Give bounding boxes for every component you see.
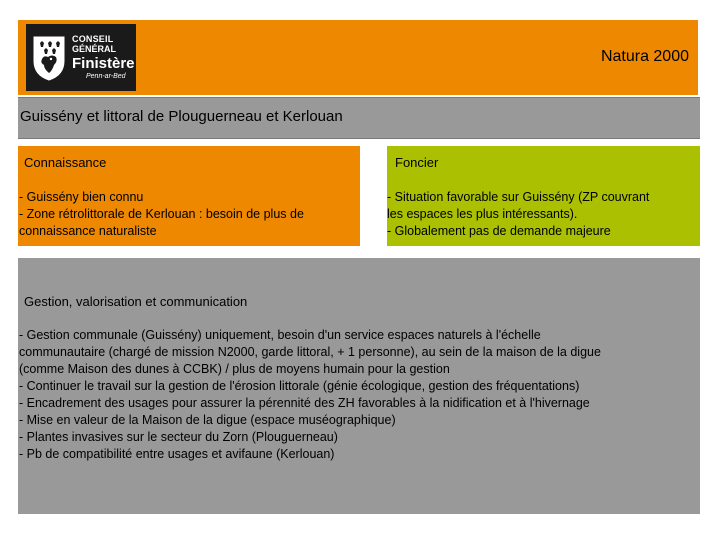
- gestion-line: - Plantes invasives sur le secteur du Zorn (Plouguerneau): [19, 430, 338, 444]
- header-bar: [18, 20, 698, 95]
- logo-line-4: Penn-ar-Bed: [86, 73, 126, 80]
- site-subtitle: Guissény et littoral de Plouguerneau et Kerlouan: [20, 108, 343, 125]
- connaissance-line: - Guissény bien connu: [19, 190, 144, 204]
- logo-line-3: Finistère: [72, 55, 135, 72]
- connaissance-title: Connaissance: [24, 155, 107, 170]
- gestion-panel: [18, 258, 700, 514]
- connaissance-line: connaissance naturaliste: [19, 224, 157, 238]
- foncier-line: les espaces les plus intéressants).: [387, 207, 578, 221]
- gestion-line: - Continuer le travail sur la gestion de l'érosion littorale (génie écologique, gestion des fréquentations): [19, 379, 580, 393]
- connaissance-line: - Zone rétrolittorale de Kerlouan : besoin de plus de: [19, 207, 304, 221]
- page-title: Natura 2000: [600, 48, 689, 65]
- gestion-line: - Mise en valeur de la Maison de la digue (espace muséographique): [19, 413, 396, 427]
- foncier-title: Foncier: [395, 155, 439, 170]
- foncier-panel: [387, 146, 700, 246]
- logo-text: [72, 35, 135, 80]
- gestion-line: - Gestion communale (Guissény) uniquement, besoin d'un service espaces naturels à l'échelle: [19, 328, 541, 342]
- foncier-body: [387, 189, 699, 240]
- foncier-line: - Globalement pas de demande majeure: [387, 224, 611, 238]
- gestion-body: [19, 327, 697, 463]
- logo-line-1: CONSEIL: [72, 34, 114, 44]
- conseil-general-logo: [26, 24, 136, 91]
- gestion-line: - Pb de compatibilité entre usages et avifaune (Kerlouan): [19, 447, 335, 461]
- gestion-line: (comme Maison des dunes à CCBK) / plus de moyens humain pour la gestion: [19, 362, 450, 376]
- gestion-title: Gestion, valorisation et communication: [24, 294, 248, 309]
- finistere-shield-icon: [32, 35, 66, 81]
- connaissance-panel: [18, 146, 360, 246]
- connaissance-body: [19, 189, 359, 240]
- gestion-line: communautaire (chargé de mission N2000, garde littoral, + 1 personne), au sein de la maison de la digue: [19, 345, 601, 359]
- foncier-line: - Situation favorable sur Guissény (ZP couvrant: [387, 190, 650, 204]
- gestion-line: - Encadrement des usages pour assurer la pérennité des ZH favorables à la nidification et à l'hivernage: [19, 396, 590, 410]
- subtitle-bar: [18, 97, 700, 139]
- logo-line-2: GÉNÉRAL: [72, 44, 117, 54]
